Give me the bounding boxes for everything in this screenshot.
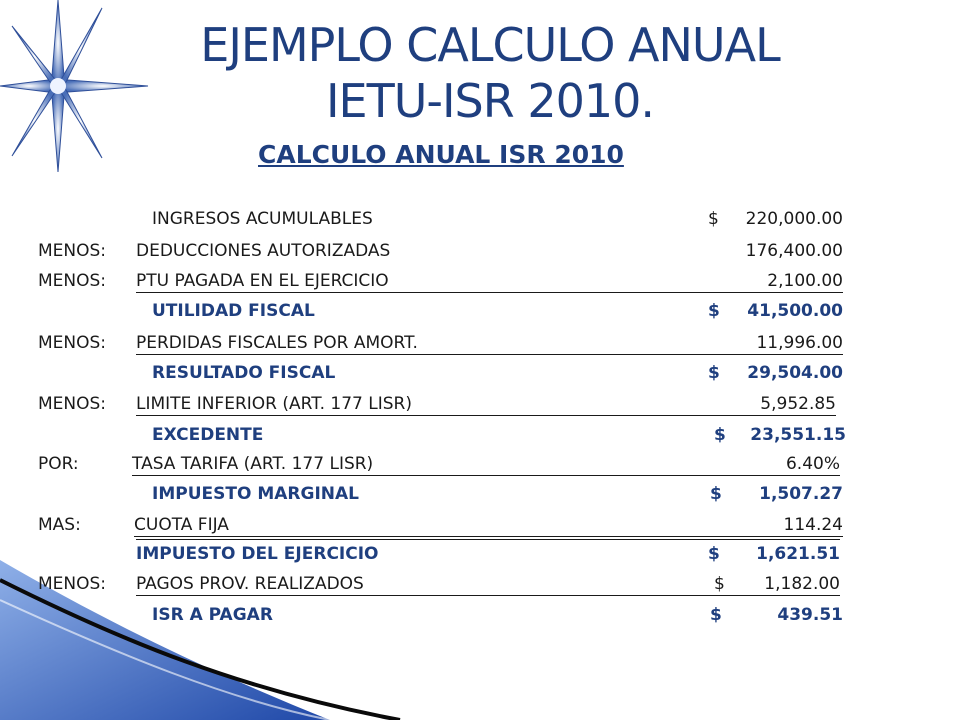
row-label: DEDUCCIONES AUTORIZADAS xyxy=(136,241,391,261)
row-amount: 2,100.00 xyxy=(767,271,843,291)
table-row xyxy=(0,604,960,630)
row-amount: 11,996.00 xyxy=(756,333,843,353)
page-title-line1: EJEMPLO CALCULO ANUAL xyxy=(200,18,780,72)
currency-symbol: $ xyxy=(714,574,725,594)
currency-symbol: $ xyxy=(714,425,726,445)
row-amount: 176,400.00 xyxy=(745,241,843,261)
row-label: PTU PAGADA EN EL EJERCICIO xyxy=(136,271,389,291)
row-amount: 6.40% xyxy=(785,454,840,474)
row-prefix: MENOS: xyxy=(38,333,107,353)
table-row xyxy=(0,393,960,419)
row-amount: 1,507.27 xyxy=(759,484,843,504)
row-amount: 114.24 xyxy=(783,515,843,535)
section-subtitle: CALCULO ANUAL ISR 2010 xyxy=(258,140,624,169)
table-row xyxy=(0,362,960,388)
row-label: CUOTA FIJA xyxy=(134,515,229,535)
row-label: LIMITE INFERIOR (ART. 177 LISR) xyxy=(136,394,412,414)
row-topline xyxy=(136,539,840,540)
row-label: ISR A PAGAR xyxy=(152,605,273,625)
currency-symbol: $ xyxy=(710,484,722,504)
row-prefix: MENOS: xyxy=(38,574,107,594)
row-label: IMPUESTO DEL EJERCICIO xyxy=(136,544,379,564)
currency-symbol: $ xyxy=(708,301,720,321)
row-label: INGRESOS ACUMULABLES xyxy=(152,209,373,229)
table-row xyxy=(0,543,960,569)
page-title-line2: IETU-ISR 2010. xyxy=(325,74,655,128)
row-label: IMPUESTO MARGINAL xyxy=(152,484,359,504)
table-row xyxy=(0,573,960,599)
row-prefix: MENOS: xyxy=(38,394,107,414)
currency-symbol: $ xyxy=(708,209,719,229)
row-label: UTILIDAD FISCAL xyxy=(152,301,315,321)
row-prefix: MENOS: xyxy=(38,271,107,291)
row-amount: 5,952.85 xyxy=(760,394,836,414)
currency-symbol: $ xyxy=(708,544,720,564)
table-row xyxy=(0,483,960,509)
row-prefix: MENOS: xyxy=(38,241,107,261)
table-row xyxy=(0,240,960,266)
table-row xyxy=(0,514,960,540)
row-amount: 439.51 xyxy=(777,605,843,625)
row-amount: 23,551.15 xyxy=(750,425,846,445)
row-label: RESULTADO FISCAL xyxy=(152,363,336,383)
row-label: PERDIDAS FISCALES POR AMORT. xyxy=(136,333,418,353)
row-prefix: MAS: xyxy=(38,515,81,535)
row-amount: 220,000.00 xyxy=(745,209,843,229)
table-row xyxy=(0,424,960,450)
row-label: TASA TARIFA (ART. 177 LISR) xyxy=(132,454,374,474)
row-label: PAGOS PROV. REALIZADOS xyxy=(136,574,364,594)
table-row xyxy=(0,208,960,234)
table-row xyxy=(0,270,960,296)
row-prefix: POR: xyxy=(38,454,79,474)
currency-symbol: $ xyxy=(708,363,720,383)
row-amount: 29,504.00 xyxy=(747,363,843,383)
row-amount: 1,182.00 xyxy=(764,574,840,594)
row-amount: 1,621.51 xyxy=(756,544,840,564)
table-row xyxy=(0,300,960,326)
currency-symbol: $ xyxy=(710,605,722,625)
row-underline xyxy=(134,514,843,537)
table-row xyxy=(0,332,960,358)
row-amount: 41,500.00 xyxy=(747,301,843,321)
table-row xyxy=(0,453,960,479)
row-label: EXCEDENTE xyxy=(152,425,264,445)
